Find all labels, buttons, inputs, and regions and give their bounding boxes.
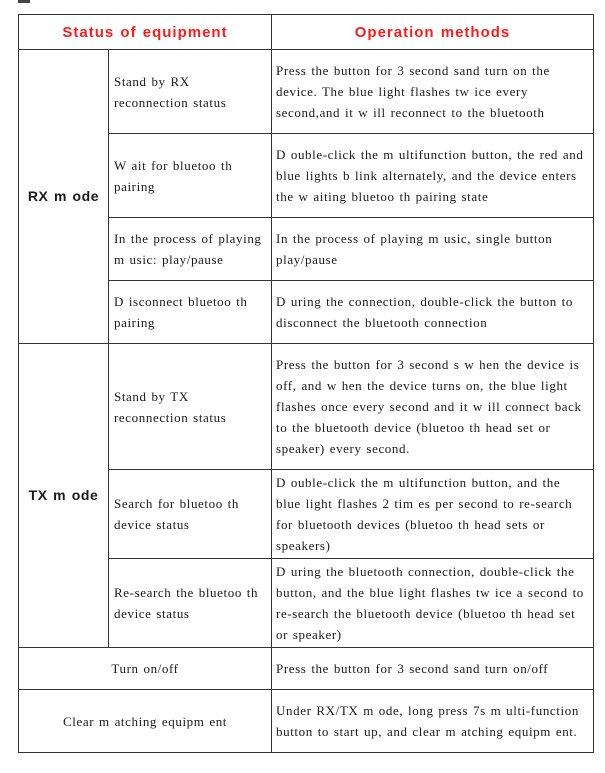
rx-method-playing: In the process of playing m usic, single button play/pause xyxy=(272,218,594,281)
tx-status-reconnect: Stand by TX reconnection status xyxy=(109,344,272,470)
header-status: Status of equipment xyxy=(19,15,272,50)
tx-status-research: Re-search the bluetoo th device status xyxy=(109,559,272,648)
tx-method-search: D ouble-click the m ultifunction button, and the blue light flashes 2 tim es per second to re-search for bluetooth devices (bluetoo th head sets or speakers) xyxy=(272,470,594,559)
header-methods: Operation methods xyxy=(272,15,594,50)
tx-status-search: Search for bluetoo th device status xyxy=(109,470,272,559)
rx-status-reconnect: Stand by RX reconnection status xyxy=(109,50,272,134)
cropped-text-fragment xyxy=(18,0,30,3)
rx-mode-label: RX m ode xyxy=(19,50,109,344)
rx-method-disconnect: D uring the connection, double-click the button to disconnect the bluetooth connection xyxy=(272,281,594,344)
tx-method-research: D uring the bluetooth connection, double-click the button, and the blue light flashes tw ice a second to re-search the bluetooth device (bluetoo th head set or speaker) xyxy=(272,559,594,648)
table-row xyxy=(19,344,594,470)
table-row xyxy=(19,690,594,753)
table-header-row xyxy=(19,15,594,50)
rx-status-playing: In the process of playing m usic: play/pause xyxy=(109,218,272,281)
operation-table xyxy=(18,14,594,753)
table-row xyxy=(19,648,594,690)
power-status: Turn on/off xyxy=(19,648,272,690)
rx-status-pairing: W ait for bluetoo th pairing xyxy=(109,134,272,218)
rx-method-reconnect: Press the button for 3 second sand turn on the device. The blue light flashes tw ice every second,and it w ill reconnect to the bluetooth xyxy=(272,50,594,134)
tx-mode-label: TX m ode xyxy=(19,344,109,648)
rx-method-pairing: D ouble-click the m ultifunction button, the red and blue lights b link alternately, and the device enters the w aiting bluetoo th pairing state xyxy=(272,134,594,218)
power-method: Press the button for 3 second sand turn on/off xyxy=(272,648,594,690)
tx-method-reconnect: Press the button for 3 second s w hen the device is off, and w hen the device turns on, the blue light flashes once every second and it w ill connect back to the bluetooth device (bluetoo th head set or speaker) every second. xyxy=(272,344,594,470)
clear-status: Clear m atching equipm ent xyxy=(19,690,272,753)
clear-method: Under RX/TX m ode, long press 7s m ulti-function button to start up, and clear m atching equipm ent. xyxy=(272,690,594,753)
rx-status-disconnect: D isconnect bluetoo th pairing xyxy=(109,281,272,344)
page-top-edge xyxy=(0,0,605,6)
table-row xyxy=(19,50,594,134)
